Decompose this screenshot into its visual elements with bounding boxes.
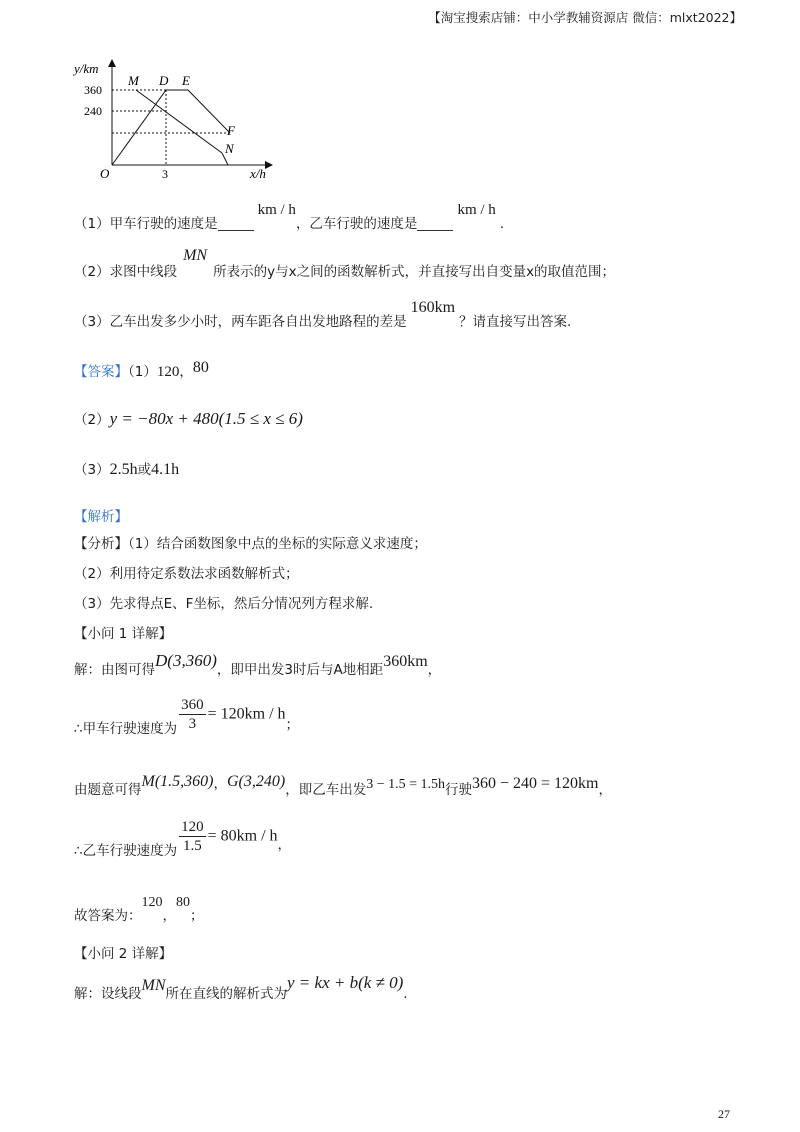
sub1-title: 【小问 1 详解】 [74, 626, 173, 642]
answer-1: 【答案】（1）120，80 [74, 359, 209, 380]
x-axis-arrow [265, 161, 273, 169]
sub1-line-2: ∴甲车行驶速度为 $\frac{360}{3}$ = 120km / h； [74, 697, 300, 737]
x-axis-label: x/h [250, 166, 266, 180]
x-tick-3: 3 [162, 167, 168, 180]
origin-label: O [100, 166, 110, 180]
sub1-line-4: ∴乙车行驶速度为 $\frac{120}{1.5}$ = 80km / h， [74, 819, 292, 859]
y-axis-arrow [108, 59, 116, 67]
analysis-line-1: 【分析】（1）结合函数图象中点的坐标的实际意义求速度； [74, 536, 427, 552]
page-header: 【淘宝搜索店铺：中小学教辅资源店 微信：mlxt2022】 [428, 10, 742, 25]
sub2-line-1: 解：设线段MN所在直线的解析式为y = kx + b(k ≠ 0). [74, 973, 408, 1002]
sub1-line-5: 故答案为：120，80； [74, 895, 204, 924]
sub1-line-3: 由题意可得M(1.5,360)，G(3,240)，即乙车出发3 − 1.5 = 1.5h行驶360 − 240 = 120km， [74, 773, 612, 798]
sub1-line-1: 解：由图可得D(3,360)，即甲出发3时后与A地相距360km， [74, 651, 442, 678]
page-number: 27 [718, 1107, 730, 1121]
question-2: （2）求图中线段MN所表示的y与x之间的函数解析式，并直接写出自变量x的取值范围； [74, 247, 616, 280]
point-f-label: F [227, 123, 235, 138]
sub2-title: 【小问 2 详解】 [74, 946, 173, 962]
analysis-line-3: （3）先求得点E、F坐标，然后分情况列方程求解. [74, 596, 374, 612]
line-jia [112, 90, 230, 165]
analysis-line-2: （2）利用待定系数法求函数解析式； [74, 566, 299, 582]
y-axis-label: y/km [74, 61, 99, 76]
function-graph [70, 55, 290, 180]
point-m-label: M [128, 73, 139, 88]
analysis-tag: 【解析】 [74, 509, 128, 525]
point-e-label: E [182, 73, 190, 88]
answer-2: （2）y = −80x + 480(1.5 ≤ x ≤ 6) [74, 409, 303, 428]
point-d-label: D [159, 73, 169, 88]
answer-3: （3）2.5h或4.1h [74, 461, 180, 478]
y-tick-360: 360 [84, 83, 102, 97]
answer-tag: 【答案】 [74, 364, 128, 380]
question-3: （3）乙车出发多少小时，两车距各自出发地路程的差是160km？请直接写出答案. [74, 299, 572, 330]
line-mn [136, 90, 222, 153]
question-1: （1）甲车行驶的速度是km / h，乙车行驶的速度是km / h. [74, 202, 505, 232]
point-n-label: N [225, 141, 234, 156]
y-tick-240: 240 [84, 104, 102, 118]
